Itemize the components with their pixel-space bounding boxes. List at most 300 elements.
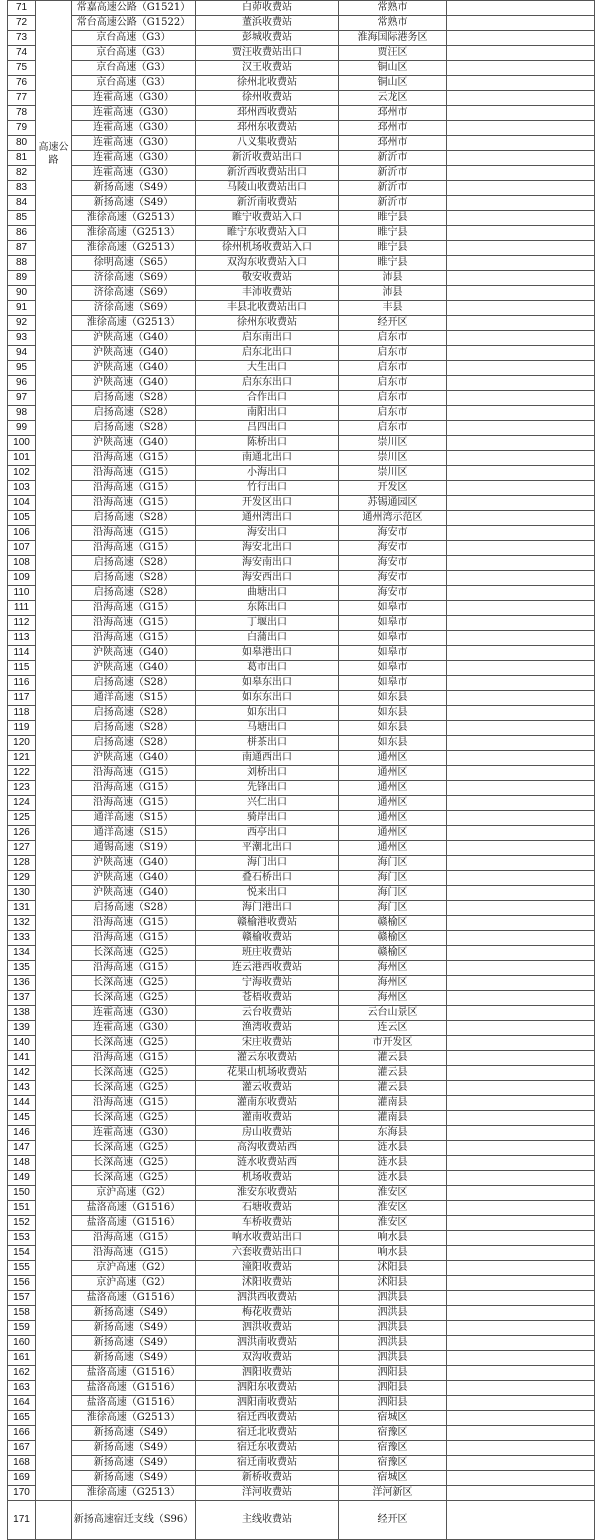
district-cell: 泗洪县 — [339, 1351, 447, 1366]
table-row — [8, 571, 595, 586]
row-number-cell: 169 — [8, 1471, 36, 1486]
district-cell: 灌南县 — [339, 1096, 447, 1111]
toll-station-cell: 徐州东收费站 — [196, 316, 339, 331]
district-cell: 沛县 — [339, 286, 447, 301]
toll-station-cell: 白蒲出口 — [196, 631, 339, 646]
table-row — [8, 451, 595, 466]
district-cell: 通州湾示范区 — [339, 511, 447, 526]
row-number-cell: 167 — [8, 1441, 36, 1456]
remarks-cell — [447, 331, 595, 346]
row-number-cell: 120 — [8, 736, 36, 751]
row-number-cell: 90 — [8, 286, 36, 301]
district-cell: 常熟市 — [339, 16, 447, 31]
district-cell: 邳州市 — [339, 106, 447, 121]
toll-station-cell: 通州湾出口 — [196, 511, 339, 526]
highway-name-cell: 沪陕高速（G40） — [72, 856, 196, 871]
toll-station-cell: 海安西出口 — [196, 571, 339, 586]
remarks-cell — [447, 1036, 595, 1051]
remarks-cell — [447, 661, 595, 676]
toll-station-cell: 竹行出口 — [196, 481, 339, 496]
toll-station-cell: 睢宁收费站入口 — [196, 211, 339, 226]
remarks-cell — [447, 421, 595, 436]
highway-name-cell: 启扬高速（S28） — [72, 571, 196, 586]
toll-station-cell: 云台收费站 — [196, 1006, 339, 1021]
toll-station-cell: 启东南出口 — [196, 331, 339, 346]
remarks-cell — [447, 811, 595, 826]
table-row — [8, 1486, 595, 1501]
toll-station-cell: 马塘出口 — [196, 721, 339, 736]
toll-station-cell: 连云港西收费站 — [196, 961, 339, 976]
row-number-cell: 74 — [8, 46, 36, 61]
row-number-cell: 89 — [8, 271, 36, 286]
highway-name-cell: 新扬高速（S49） — [72, 1321, 196, 1336]
row-number-cell: 162 — [8, 1366, 36, 1381]
remarks-cell — [447, 481, 595, 496]
remarks-cell — [447, 766, 595, 781]
highway-name-cell: 沿海高速（G15） — [72, 781, 196, 796]
district-cell: 启东市 — [339, 406, 447, 421]
toll-station-cell: 淮安东收费站 — [196, 1186, 339, 1201]
row-number-cell: 143 — [8, 1081, 36, 1096]
remarks-cell — [447, 346, 595, 361]
toll-station-cell: 栟茶出口 — [196, 736, 339, 751]
highway-name-cell: 连霍高速（G30） — [72, 136, 196, 151]
row-number-cell: 110 — [8, 586, 36, 601]
table-row — [8, 766, 595, 781]
highway-name-cell: 沪陕高速（G40） — [72, 871, 196, 886]
district-cell: 淮安区 — [339, 1186, 447, 1201]
row-number-cell: 130 — [8, 886, 36, 901]
table-row — [8, 616, 595, 631]
table-row — [8, 916, 595, 931]
district-cell: 如皋市 — [339, 616, 447, 631]
remarks-cell — [447, 1381, 595, 1396]
remarks-cell — [447, 916, 595, 931]
district-cell: 如东县 — [339, 691, 447, 706]
table-row — [8, 1471, 595, 1486]
toll-station-cell: 叠石桥出口 — [196, 871, 339, 886]
row-number-cell: 96 — [8, 376, 36, 391]
highway-name-cell: 新扬高速（S49） — [72, 1336, 196, 1351]
table-row — [8, 31, 595, 46]
table-row — [8, 1081, 595, 1096]
remarks-cell — [447, 1246, 595, 1261]
highway-name-cell: 沿海高速（G15） — [72, 541, 196, 556]
table-row — [8, 1456, 595, 1471]
row-number-cell: 144 — [8, 1096, 36, 1111]
district-cell: 宿城区 — [339, 1411, 447, 1426]
district-cell: 新沂市 — [339, 181, 447, 196]
table-row — [8, 286, 595, 301]
toll-station-cell: 新沂南收费站 — [196, 196, 339, 211]
remarks-cell — [447, 106, 595, 121]
table-row — [8, 1036, 595, 1051]
remarks-cell — [447, 1231, 595, 1246]
toll-station-cell: 马陵山收费站出口 — [196, 181, 339, 196]
highway-name-cell: 启扬高速（S28） — [72, 511, 196, 526]
row-number-cell: 105 — [8, 511, 36, 526]
row-number-cell: 146 — [8, 1126, 36, 1141]
highway-name-cell: 京台高速（G3） — [72, 46, 196, 61]
row-number-cell: 98 — [8, 406, 36, 421]
district-cell: 新沂市 — [339, 196, 447, 211]
highway-name-cell: 启扬高速（S28） — [72, 901, 196, 916]
district-cell: 泗洪县 — [339, 1306, 447, 1321]
highway-name-cell: 沿海高速（G15） — [72, 916, 196, 931]
row-number-cell: 117 — [8, 691, 36, 706]
remarks-cell — [447, 1216, 595, 1231]
table-row — [8, 586, 595, 601]
row-number-cell: 109 — [8, 571, 36, 586]
toll-station-cell: 渔湾收费站 — [196, 1021, 339, 1036]
row-number-cell: 165 — [8, 1411, 36, 1426]
district-cell: 涟水县 — [339, 1171, 447, 1186]
remarks-cell — [447, 466, 595, 481]
remarks-cell — [447, 856, 595, 871]
remarks-cell — [447, 631, 595, 646]
district-cell: 通州区 — [339, 751, 447, 766]
remarks-cell — [447, 1156, 595, 1171]
toll-station-cell: 泗阳收费站 — [196, 1366, 339, 1381]
row-number-cell: 99 — [8, 421, 36, 436]
remarks-cell — [447, 1291, 595, 1306]
row-number-cell: 156 — [8, 1276, 36, 1291]
district-cell: 通州区 — [339, 796, 447, 811]
district-cell: 常熟市 — [339, 1, 447, 16]
remarks-cell — [447, 1411, 595, 1426]
district-cell: 灌云县 — [339, 1066, 447, 1081]
row-number-cell: 135 — [8, 961, 36, 976]
table-row — [8, 1426, 595, 1441]
remarks-cell — [447, 1456, 595, 1471]
district-cell: 响水县 — [339, 1231, 447, 1246]
toll-station-cell: 陈桥出口 — [196, 436, 339, 451]
toll-station-cell: 南通北出口 — [196, 451, 339, 466]
row-number-cell: 126 — [8, 826, 36, 841]
district-cell: 海州区 — [339, 961, 447, 976]
district-cell: 沭阳县 — [339, 1276, 447, 1291]
toll-station-cell: 丁堰出口 — [196, 616, 339, 631]
table-row — [8, 1246, 595, 1261]
highway-name-cell: 通洋高速（S15） — [72, 691, 196, 706]
highway-name-cell: 连霍高速（G30） — [72, 91, 196, 106]
remarks-cell — [447, 1366, 595, 1381]
table-row — [8, 1, 595, 16]
district-cell: 崇川区 — [339, 466, 447, 481]
toll-station-cell: 灌南收费站 — [196, 1111, 339, 1126]
district-cell: 泗洪县 — [339, 1321, 447, 1336]
row-number-cell: 87 — [8, 241, 36, 256]
highway-name-cell: 长深高速（G25） — [72, 991, 196, 1006]
district-cell: 如皋市 — [339, 601, 447, 616]
toll-station-cell: 兴仁出口 — [196, 796, 339, 811]
toll-station-cell: 敬安收费站 — [196, 271, 339, 286]
remarks-cell — [447, 586, 595, 601]
toll-station-cell: 泗阳东收费站 — [196, 1381, 339, 1396]
toll-station-cell: 班庄收费站 — [196, 946, 339, 961]
toll-station-cell: 泗洪南收费站 — [196, 1336, 339, 1351]
table-row — [8, 1381, 595, 1396]
district-cell: 睢宁县 — [339, 241, 447, 256]
highway-name-cell: 淮徐高速（G2513） — [72, 1486, 196, 1501]
row-number-cell: 149 — [8, 1171, 36, 1186]
table-row — [8, 691, 595, 706]
remarks-cell — [447, 1111, 595, 1126]
remarks-cell — [447, 61, 595, 76]
row-number-cell: 138 — [8, 1006, 36, 1021]
remarks-cell — [447, 976, 595, 991]
district-cell: 如东县 — [339, 736, 447, 751]
district-cell: 经开区 — [339, 316, 447, 331]
highway-name-cell: 通洋高速（S15） — [72, 811, 196, 826]
toll-station-cell: 宁海收费站 — [196, 976, 339, 991]
remarks-cell — [447, 226, 595, 241]
district-cell: 铜山区 — [339, 76, 447, 91]
toll-station-cell: 主线收费站 — [196, 1501, 339, 1540]
district-cell: 邳州市 — [339, 136, 447, 151]
row-number-cell: 132 — [8, 916, 36, 931]
district-cell: 赣榆区 — [339, 946, 447, 961]
remarks-cell — [447, 1066, 595, 1081]
highway-name-cell: 沿海高速（G15） — [72, 466, 196, 481]
table-row — [8, 991, 595, 1006]
remarks-cell — [447, 406, 595, 421]
row-number-cell: 114 — [8, 646, 36, 661]
district-cell: 海安市 — [339, 556, 447, 571]
district-cell: 沭阳县 — [339, 1261, 447, 1276]
row-number-cell: 170 — [8, 1486, 36, 1501]
toll-station-cell: 高沟收费站西 — [196, 1141, 339, 1156]
remarks-cell — [447, 1021, 595, 1036]
toll-station-cell: 宿迁东收费站 — [196, 1441, 339, 1456]
remarks-cell — [447, 76, 595, 91]
table-row — [8, 811, 595, 826]
highway-name-cell: 盐洛高速（G1516） — [72, 1201, 196, 1216]
highway-name-cell: 淮徐高速（G2513） — [72, 241, 196, 256]
table-row — [8, 1216, 595, 1231]
table-row — [8, 871, 595, 886]
row-number-cell: 118 — [8, 706, 36, 721]
district-cell: 洋河新区 — [339, 1486, 447, 1501]
district-cell: 涟水县 — [339, 1141, 447, 1156]
remarks-cell — [447, 706, 595, 721]
table-row — [8, 211, 595, 226]
remarks-cell — [447, 1276, 595, 1291]
row-number-cell: 104 — [8, 496, 36, 511]
table-row — [8, 346, 595, 361]
highway-name-cell: 盐洛高速（G1516） — [72, 1396, 196, 1411]
table-row — [8, 856, 595, 871]
row-number-cell: 83 — [8, 181, 36, 196]
highway-name-cell: 通洋高速（S15） — [72, 826, 196, 841]
row-number-cell: 85 — [8, 211, 36, 226]
row-number-cell: 77 — [8, 91, 36, 106]
table-row — [8, 1366, 595, 1381]
toll-station-cell: 新沂收费站出口 — [196, 151, 339, 166]
remarks-cell — [447, 901, 595, 916]
toll-station-cell: 启东东出口 — [196, 376, 339, 391]
table-row — [8, 631, 595, 646]
toll-station-cell: 沭阳收费站 — [196, 1276, 339, 1291]
highway-name-cell: 连霍高速（G30） — [72, 121, 196, 136]
table-row — [8, 1396, 595, 1411]
district-cell: 海州区 — [339, 976, 447, 991]
table-row — [8, 1096, 595, 1111]
row-number-cell: 115 — [8, 661, 36, 676]
row-number-cell: 125 — [8, 811, 36, 826]
district-cell: 如东县 — [339, 721, 447, 736]
district-cell: 泗洪县 — [339, 1336, 447, 1351]
table-row — [8, 1111, 595, 1126]
toll-station-cell: 贾汪收费站出口 — [196, 46, 339, 61]
district-cell: 赣榆区 — [339, 931, 447, 946]
table-row — [8, 946, 595, 961]
district-cell: 东海县 — [339, 1126, 447, 1141]
row-number-cell: 76 — [8, 76, 36, 91]
remarks-cell — [447, 1261, 595, 1276]
district-cell: 海安市 — [339, 541, 447, 556]
district-cell: 睢宁县 — [339, 211, 447, 226]
row-number-cell: 124 — [8, 796, 36, 811]
district-cell: 海门区 — [339, 856, 447, 871]
row-number-cell: 108 — [8, 556, 36, 571]
remarks-cell — [447, 1321, 595, 1336]
table-row — [8, 151, 595, 166]
district-cell: 如皋市 — [339, 676, 447, 691]
table-row — [8, 181, 595, 196]
table-row — [8, 136, 595, 151]
row-number-cell: 122 — [8, 766, 36, 781]
toll-station-cell: 宿迁北收费站 — [196, 1426, 339, 1441]
highway-name-cell: 沪陕高速（G40） — [72, 886, 196, 901]
row-number-cell: 111 — [8, 601, 36, 616]
district-cell: 宿城区 — [339, 1471, 447, 1486]
highway-name-cell: 长深高速（G25） — [72, 1036, 196, 1051]
highway-name-cell: 启扬高速（S28） — [72, 586, 196, 601]
district-cell: 泗阳县 — [339, 1381, 447, 1396]
remarks-cell — [447, 886, 595, 901]
table-row — [8, 481, 595, 496]
table-row — [8, 1156, 595, 1171]
table-row — [8, 796, 595, 811]
table-row — [8, 1126, 595, 1141]
toll-station-cell: 合作出口 — [196, 391, 339, 406]
highway-name-cell: 通锡高速（S19） — [72, 841, 196, 856]
table-row — [8, 886, 595, 901]
highway-name-cell: 京台高速（G3） — [72, 76, 196, 91]
remarks-cell — [447, 1426, 595, 1441]
row-number-cell: 153 — [8, 1231, 36, 1246]
district-cell: 经开区 — [339, 1501, 447, 1540]
remarks-cell — [447, 1141, 595, 1156]
table-row — [8, 781, 595, 796]
highway-name-cell: 京台高速（G3） — [72, 31, 196, 46]
remarks-cell — [447, 1441, 595, 1456]
toll-station-cell: 洋河收费站 — [196, 1486, 339, 1501]
row-number-cell: 139 — [8, 1021, 36, 1036]
table-row — [8, 556, 595, 571]
district-cell: 赣榆区 — [339, 916, 447, 931]
table-row — [8, 751, 595, 766]
highway-name-cell: 常台高速公路（G1522） — [72, 16, 196, 31]
highway-name-cell: 沿海高速（G15） — [72, 961, 196, 976]
district-cell: 海州区 — [339, 991, 447, 1006]
remarks-cell — [447, 676, 595, 691]
remarks-cell — [447, 376, 595, 391]
district-cell: 海门区 — [339, 871, 447, 886]
table-row — [8, 1351, 595, 1366]
toll-station-cell: 南阳出口 — [196, 406, 339, 421]
table-row — [8, 301, 595, 316]
remarks-cell — [447, 721, 595, 736]
remarks-cell — [447, 601, 595, 616]
row-number-cell: 119 — [8, 721, 36, 736]
district-cell: 如东县 — [339, 706, 447, 721]
table-row — [8, 841, 595, 856]
table-row — [8, 436, 595, 451]
row-number-cell: 164 — [8, 1396, 36, 1411]
remarks-cell — [447, 256, 595, 271]
row-number-cell: 95 — [8, 361, 36, 376]
district-cell: 灌南县 — [339, 1111, 447, 1126]
remarks-cell — [447, 31, 595, 46]
table-row — [8, 496, 595, 511]
row-number-cell: 147 — [8, 1141, 36, 1156]
remarks-cell — [447, 316, 595, 331]
highway-name-cell: 沪陕高速（G40） — [72, 661, 196, 676]
remarks-cell — [447, 196, 595, 211]
row-number-cell: 131 — [8, 901, 36, 916]
toll-station-cell: 平潮北出口 — [196, 841, 339, 856]
row-number-cell: 163 — [8, 1381, 36, 1396]
district-cell: 海门区 — [339, 901, 447, 916]
toll-station-cell: 邳州西收费站 — [196, 106, 339, 121]
district-cell: 宿豫区 — [339, 1426, 447, 1441]
highway-name-cell: 沿海高速（G15） — [72, 1096, 196, 1111]
district-cell: 开发区 — [339, 481, 447, 496]
highway-name-cell: 长深高速（G25） — [72, 1156, 196, 1171]
toll-station-cell: 东陈出口 — [196, 601, 339, 616]
table-row — [8, 601, 595, 616]
table-row — [8, 1306, 595, 1321]
remarks-cell — [447, 946, 595, 961]
district-cell: 泗阳县 — [339, 1366, 447, 1381]
remarks-cell — [447, 361, 595, 376]
remarks-cell — [447, 571, 595, 586]
district-cell: 响水县 — [339, 1246, 447, 1261]
highway-name-cell: 长深高速（G25） — [72, 976, 196, 991]
row-number-cell: 152 — [8, 1216, 36, 1231]
highway-name-cell: 沿海高速（G15） — [72, 766, 196, 781]
row-number-cell: 97 — [8, 391, 36, 406]
highway-name-cell: 淮徐高速（G2513） — [72, 1411, 196, 1426]
highway-name-cell: 常嘉高速公路（G1521） — [72, 1, 196, 16]
toll-station-cell: 悦来出口 — [196, 886, 339, 901]
highway-name-cell: 沪陕高速（G40） — [72, 346, 196, 361]
remarks-cell — [447, 1126, 595, 1141]
remarks-cell — [447, 1501, 595, 1540]
row-number-cell: 157 — [8, 1291, 36, 1306]
table-row — [8, 1411, 595, 1426]
row-number-cell: 121 — [8, 751, 36, 766]
highway-name-cell: 沿海高速（G15） — [72, 796, 196, 811]
highway-name-cell: 沪陕高速（G40） — [72, 436, 196, 451]
table-row — [8, 706, 595, 721]
highway-name-cell: 沪陕高速（G40） — [72, 376, 196, 391]
highway-name-cell: 新扬高速（S49） — [72, 1441, 196, 1456]
row-number-cell: 102 — [8, 466, 36, 481]
table-row — [8, 241, 595, 256]
